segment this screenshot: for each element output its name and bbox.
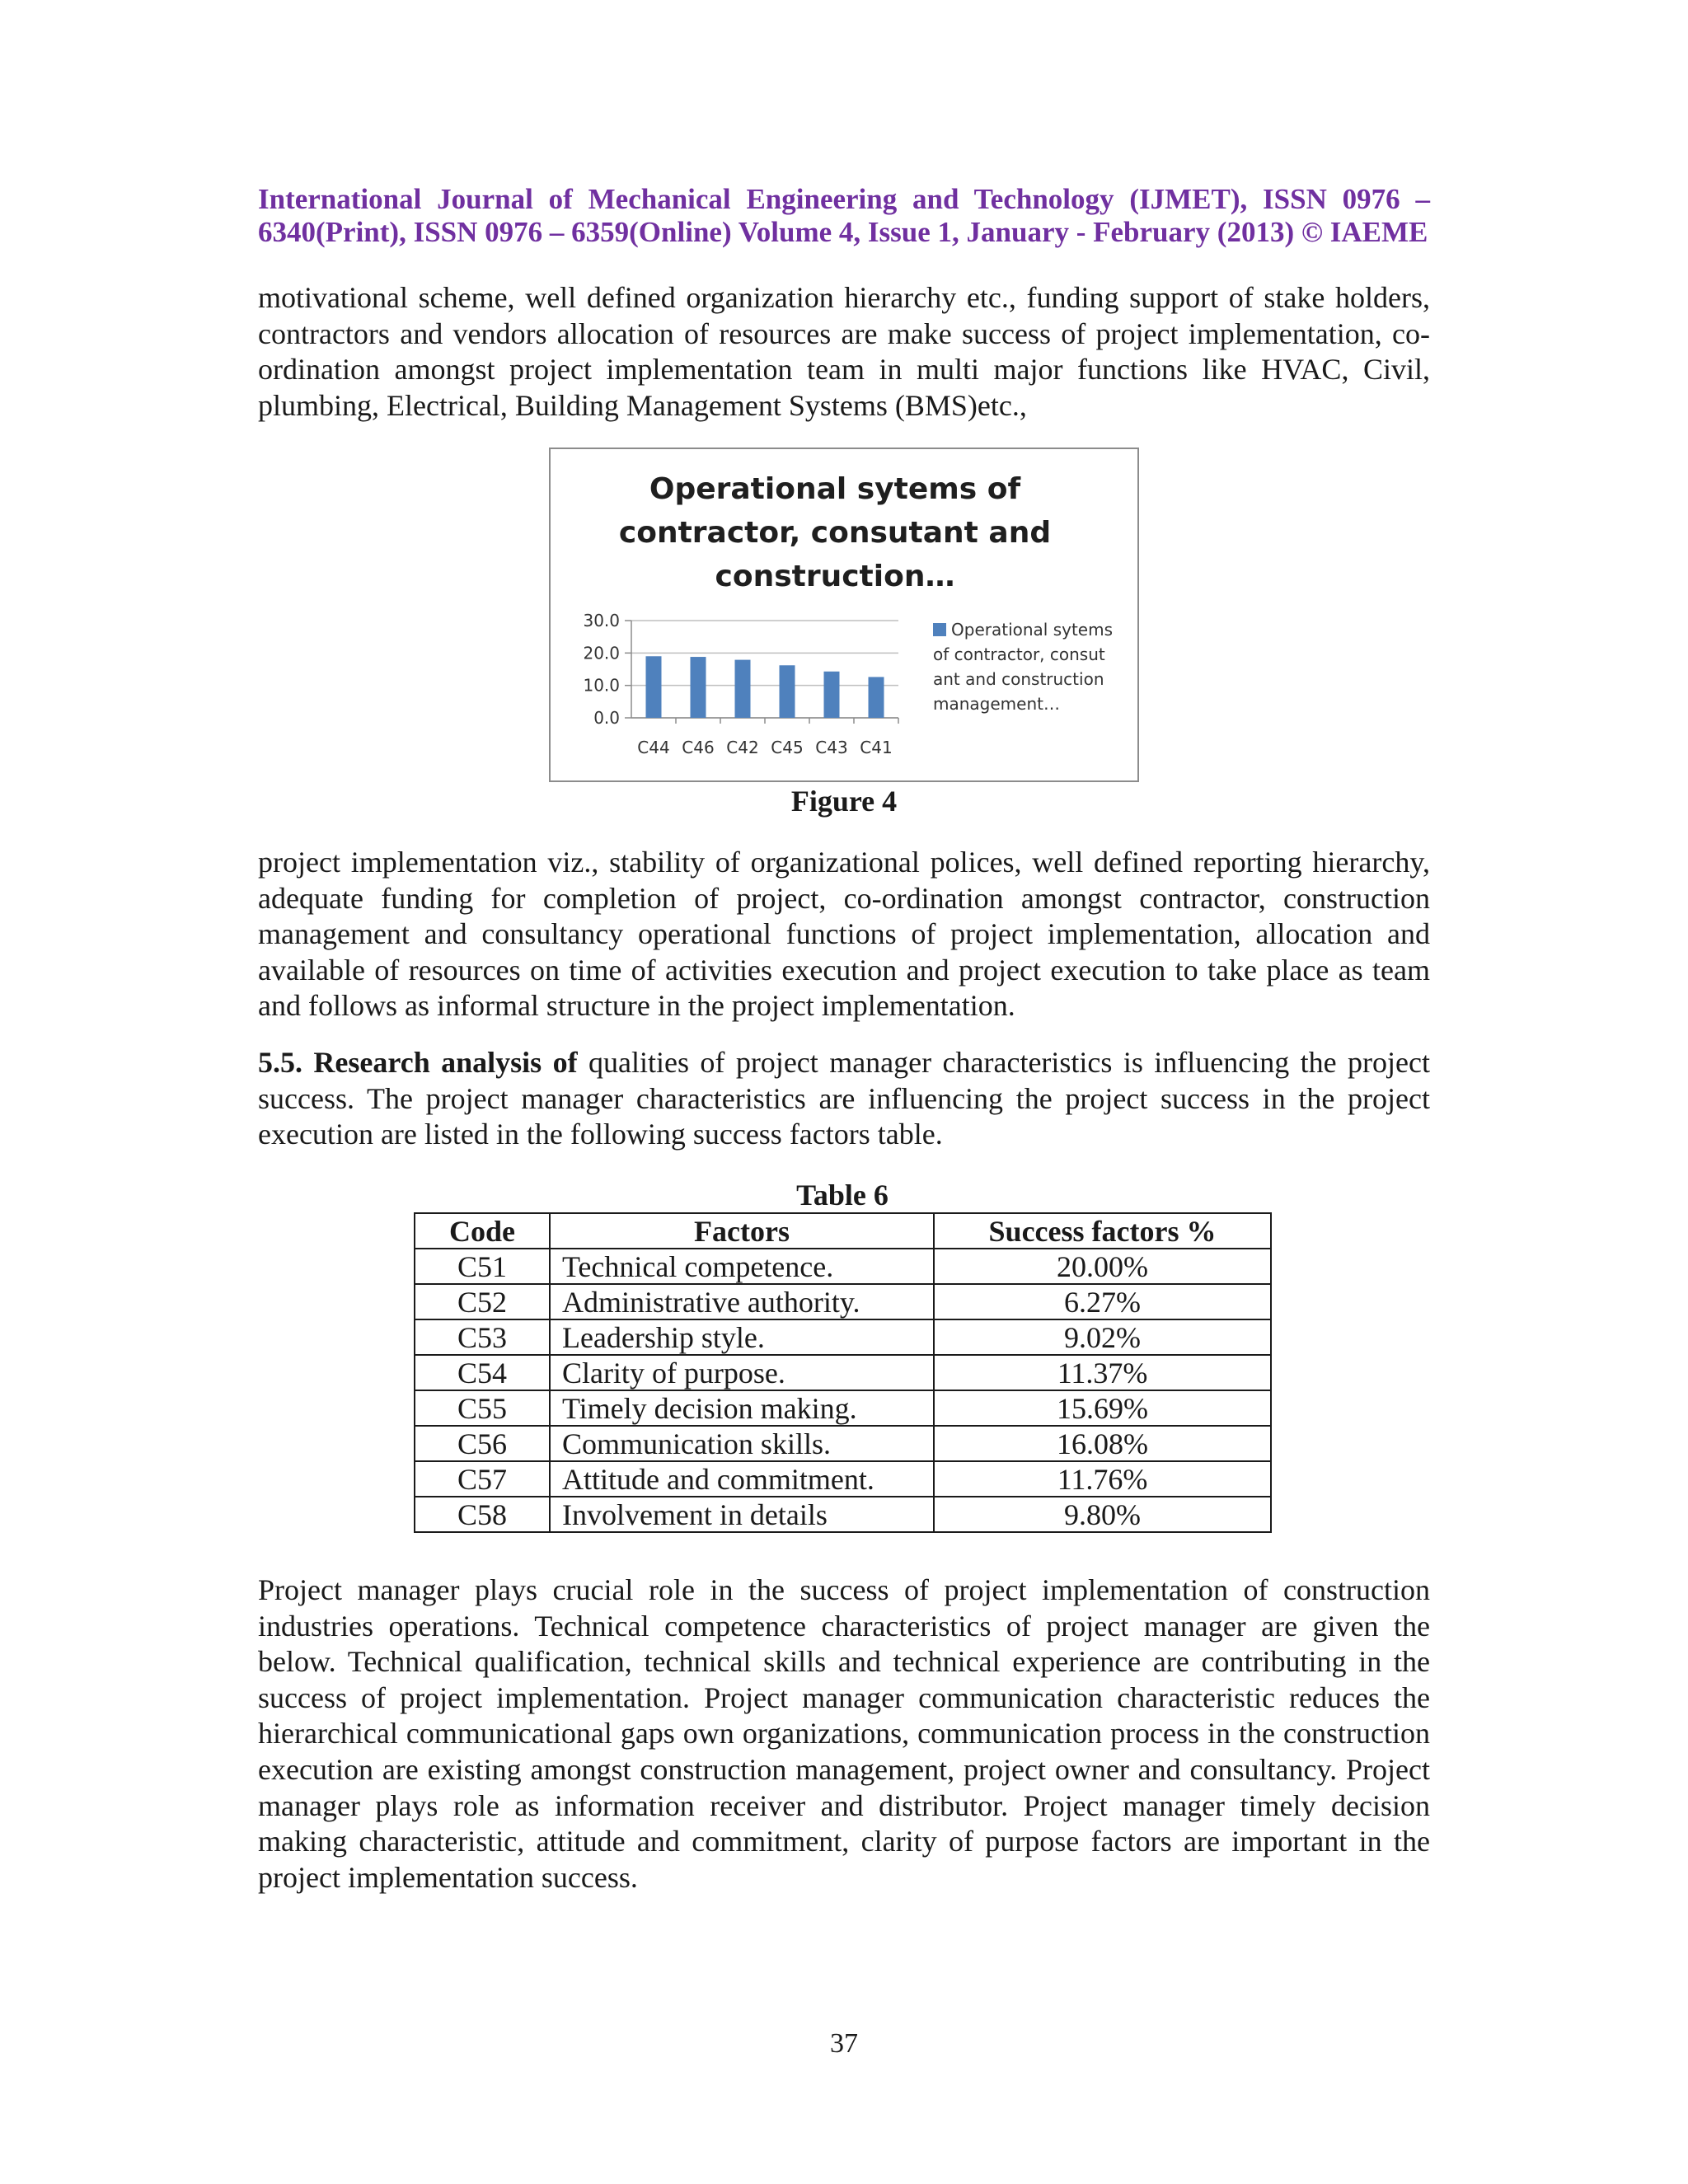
table-row [415, 1497, 1271, 1532]
journal-header [258, 183, 1430, 249]
legend-label: Operational sytems of contractor, consut ant and construction management… [933, 620, 1114, 714]
legend-swatch [933, 623, 946, 636]
y-tick-label: 0.0 [593, 708, 620, 728]
chart-legend [933, 617, 1131, 716]
table-row [415, 1461, 1271, 1497]
table-row [415, 1319, 1271, 1355]
cell-factor: Involvement in details [550, 1497, 934, 1532]
cell-code: C55 [415, 1390, 550, 1426]
y-tick-label: 10.0 [583, 675, 620, 696]
x-tick-label: C45 [771, 738, 804, 757]
paragraph-conclusion [258, 1572, 1430, 1896]
cell-percent: 11.37% [934, 1355, 1271, 1390]
chart-title: Operational sytems of contractor, consutant and construction… [618, 472, 1052, 593]
x-tick-label: C46 [682, 738, 715, 757]
journal-header-line1: International Journal of Mechanical Engineering and Technology (IJMET), ISSN 0976 – [258, 183, 1430, 215]
header-factors: Factors [550, 1213, 934, 1249]
cell-factor: Clarity of purpose. [550, 1355, 934, 1390]
x-tick-label: C41 [860, 738, 893, 757]
paragraph-section-5-5 [258, 1045, 1430, 1153]
cell-percent: 9.80% [934, 1497, 1271, 1532]
cell-code: C52 [415, 1284, 550, 1319]
bar-c45 [780, 665, 795, 718]
table-row [415, 1426, 1271, 1461]
bar-c44 [646, 656, 662, 718]
section-heading: 5.5. Research analysis of [258, 1046, 578, 1079]
page-number: 37 [830, 2028, 858, 2059]
cell-code: C57 [415, 1461, 550, 1497]
table-row [415, 1355, 1271, 1390]
cell-percent: 20.00% [934, 1249, 1271, 1284]
cell-factor: Communication skills. [550, 1426, 934, 1461]
x-tick-label: C42 [726, 738, 759, 757]
table-row [415, 1284, 1271, 1319]
table-caption: Table 6 [796, 1179, 889, 1212]
bar-c43 [824, 672, 840, 718]
table-row [415, 1390, 1271, 1426]
cell-factor: Technical competence. [550, 1249, 934, 1284]
cell-code: C51 [415, 1249, 550, 1284]
journal-header-line2: 6340(Print), ISSN 0976 – 6359(Online) Volume 4, Issue 1, January - February (2013) © IAEME [258, 216, 1428, 248]
cell-code: C56 [415, 1426, 550, 1461]
bar-chart [551, 449, 1141, 784]
cell-percent: 9.02% [934, 1319, 1271, 1355]
x-tick-label: C43 [815, 738, 848, 757]
table-header-row [415, 1213, 1271, 1249]
bar-c41 [869, 677, 884, 718]
table-row [415, 1249, 1271, 1284]
paragraph-intro-text: motivational scheme, well defined organization hierarchy etc., funding support of stake holders, contractors and vendors allocation of resources are make success of project implementation, co-ordination amongst project implementation team in multi major functions like HVAC, Civil, plumbing, Electrical, Building Management Systems (BMS)etc., [258, 281, 1430, 422]
paragraph-conclusion-text: Project manager plays crucial role in the success of project implementation of construction industries operations. Technical competence characteristics of project manager are given the below. Technical qualification, technical skills and technical experience are contributing in the success of project implementation. Project manager communication characteristic reduces the hierarchical communicational gaps own organizations, communication process in the construction execution are existing amongst construction management, project owner and consultancy. Project manager plays role as information receiver and distributor. Project manager timely decision making characteristic, attitude and commitment, clarity of purpose factors are important in the project implementation success. [258, 1573, 1430, 1894]
y-tick-label: 20.0 [583, 643, 620, 663]
cell-factor: Timely decision making. [550, 1390, 934, 1426]
header-code: Code [415, 1213, 550, 1249]
cell-percent: 15.69% [934, 1390, 1271, 1426]
cell-percent: 6.27% [934, 1284, 1271, 1319]
cell-percent: 16.08% [934, 1426, 1271, 1461]
cell-factor: Leadership style. [550, 1319, 934, 1355]
bar-c42 [735, 660, 751, 718]
cell-factor: Attitude and commitment. [550, 1461, 934, 1497]
paragraph-analysis [258, 845, 1430, 1024]
section-body: qualities of project manager characteristics is influencing the project success. The project manager characteristics are influencing the project success in the project execution are listed in the following success factors table. [258, 1046, 1430, 1151]
cell-code: C53 [415, 1319, 550, 1355]
x-tick-label: C44 [637, 738, 670, 757]
paragraph-intro [258, 280, 1430, 424]
figure-caption: Figure 4 [790, 785, 898, 818]
paragraph-section-5-5-text [258, 1045, 1430, 1153]
header-success-factors: Success factors % [934, 1213, 1271, 1249]
y-tick-label: 30.0 [583, 611, 620, 630]
figure-4-chart [549, 448, 1139, 782]
success-factors-table [414, 1212, 1272, 1533]
bar-c46 [691, 657, 706, 718]
cell-code: C54 [415, 1355, 550, 1390]
cell-percent: 11.76% [934, 1461, 1271, 1497]
cell-code: C58 [415, 1497, 550, 1532]
cell-factor: Administrative authority. [550, 1284, 934, 1319]
paragraph-analysis-text: project implementation viz., stability of organizational polices, well defined reporting hierarchy, adequate funding for completion of project, co-ordination amongst contractor, construction management and consultancy operational functions of project implementation, allocation and available of resources on time of activities execution and project execution to take place as team and follows as informal structure in the project implementation. [258, 846, 1430, 1023]
